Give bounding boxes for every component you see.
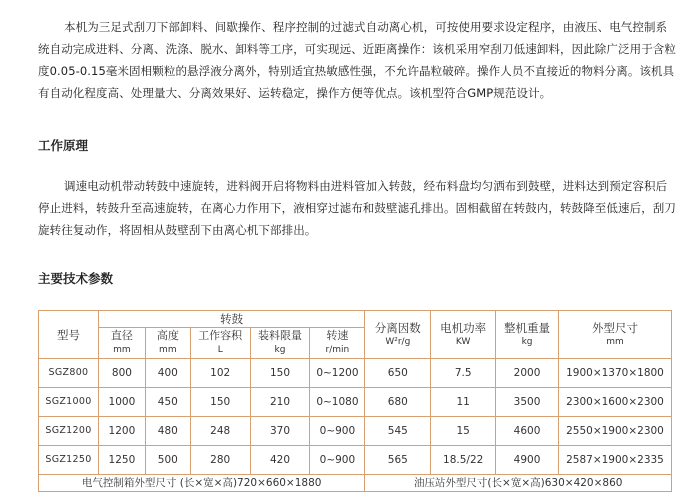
cell-weight: 4900 [496,446,559,475]
cell-speed: 0~900 [310,446,365,475]
spec-table [38,310,672,492]
subheader-speed-unit: r/min [325,345,350,355]
cell-dims: 2587×1900×2335 [558,446,671,475]
cell-power: 18.5/22 [431,446,496,475]
principle-paragraph: 调速电动机带动转鼓中速旋转，进料阀开启将物料由进料管加入转鼓，经布料盘均匀洒布到鼓壁，进料达到预定容积后停止进料，转鼓升至高速旋转，在离心力作用下，液相穿过滤布和鼓壁滤孔排出。固相截留在转鼓内，转鼓降至低速后，刮刀旋转往复动作，将固相从鼓壁刮下由离心机下部排出。 [38,179,676,237]
cell-height: 450 [145,388,190,417]
table-row [39,446,672,475]
cell-speed: 0~1200 [310,359,365,388]
subheader-diameter [98,328,145,359]
cell-load: 210 [250,388,310,417]
footer-row [39,475,672,492]
cell-dims: 2550×1900×2300 [558,417,671,446]
subheader-diameter-unit: mm [113,345,131,355]
cell-model: SGZ1200 [39,417,99,446]
cell-sep-factor: 650 [365,359,431,388]
cell-dims: 2300×1600×2300 [558,388,671,417]
cell-diameter: 1250 [98,446,145,475]
cell-diameter: 800 [98,359,145,388]
subheader-height-label: 高度 [156,329,179,342]
header-model: 型号 [39,311,99,359]
cell-load: 370 [250,417,310,446]
subheader-speed-label: 转速 [326,329,349,342]
header-sep-unit: W²r/g [385,336,411,347]
header-row [39,311,672,328]
table-row [39,417,672,446]
header-sep-label: 分离因数 [374,320,421,335]
cell-speed: 0~900 [310,417,365,446]
footer-electric-box: 电气控制箱外型尺寸 (长×宽×高)720×660×1880 [39,475,365,492]
header-weight [496,311,559,359]
cell-model: SGZ1000 [39,388,99,417]
cell-weight: 4600 [496,417,559,446]
cell-model: SGZ800 [39,359,99,388]
cell-model: SGZ1250 [39,446,99,475]
cell-weight: 2000 [496,359,559,388]
subheader-load [250,328,310,359]
cell-power: 7.5 [431,359,496,388]
cell-weight: 3500 [496,388,559,417]
footer-hydraulic-station: 油压站外型尺寸(长×宽×高)630×420×860 [365,475,672,492]
header-drum: 转鼓 [98,311,364,328]
cell-volume: 280 [190,446,250,475]
subheader-load-label: 装料限量 [258,329,303,342]
header-power [431,311,496,359]
cell-speed: 0~1080 [310,388,365,417]
cell-height: 480 [145,417,190,446]
header-sep-factor [365,311,431,359]
cell-diameter: 1200 [98,417,145,446]
principle-heading: 工作原理 [38,138,89,153]
cell-height: 500 [145,446,190,475]
subheader-height [145,328,190,359]
intro-paragraph: 本机为三足式刮刀下部卸料、间歇操作、程序控制的过滤式自动离心机，可按使用要求设定程序，由液压、电气控制系统自动完成进料、分离、洗涤、脱水、卸料等工序，可实现远、近距离操作：该机采用窄刮刀低速卸料，因此除广泛用于含粒度0.05-0.15毫米固相颗粒的悬浮液分离外，特别适宜热敏感性强，不允许晶粒破碎。操作人员不直接近的物料分离。该机具有自动化程度高、处理量大、分离效果好、运转稳定，操作方便等优点。该机型符合GMP规范设计。 [38,20,676,100]
subheader-volume [190,328,250,359]
header-dims-unit: mm [606,336,624,347]
cell-volume: 150 [190,388,250,417]
subheader-load-unit: kg [274,345,286,355]
table-row [39,359,672,388]
cell-power: 15 [431,417,496,446]
cell-sep-factor: 565 [365,446,431,475]
subheader-diameter-label: 直径 [110,329,133,342]
cell-diameter: 1000 [98,388,145,417]
subheader-volume-unit: L [217,345,223,355]
cell-dims: 1900×1370×1800 [558,359,671,388]
table-row [39,388,672,417]
cell-load: 420 [250,446,310,475]
cell-volume: 248 [190,417,250,446]
header-dims [558,311,671,359]
cell-volume: 102 [190,359,250,388]
cell-load: 150 [250,359,310,388]
header-power-label: 电机功率 [440,320,487,335]
cell-height: 400 [145,359,190,388]
cell-power: 11 [431,388,496,417]
header-dims-label: 外型尺寸 [591,320,638,335]
params-heading: 主要技术参数 [38,271,114,286]
subheader-height-unit: mm [159,345,177,355]
header-power-unit: KW [455,336,471,347]
subheader-volume-label: 工作容积 [198,329,243,342]
cell-sep-factor: 545 [365,417,431,446]
subheader-speed [310,328,365,359]
header-weight-label: 整机重量 [504,320,551,335]
header-weight-unit: kg [521,336,533,347]
cell-sep-factor: 680 [365,388,431,417]
